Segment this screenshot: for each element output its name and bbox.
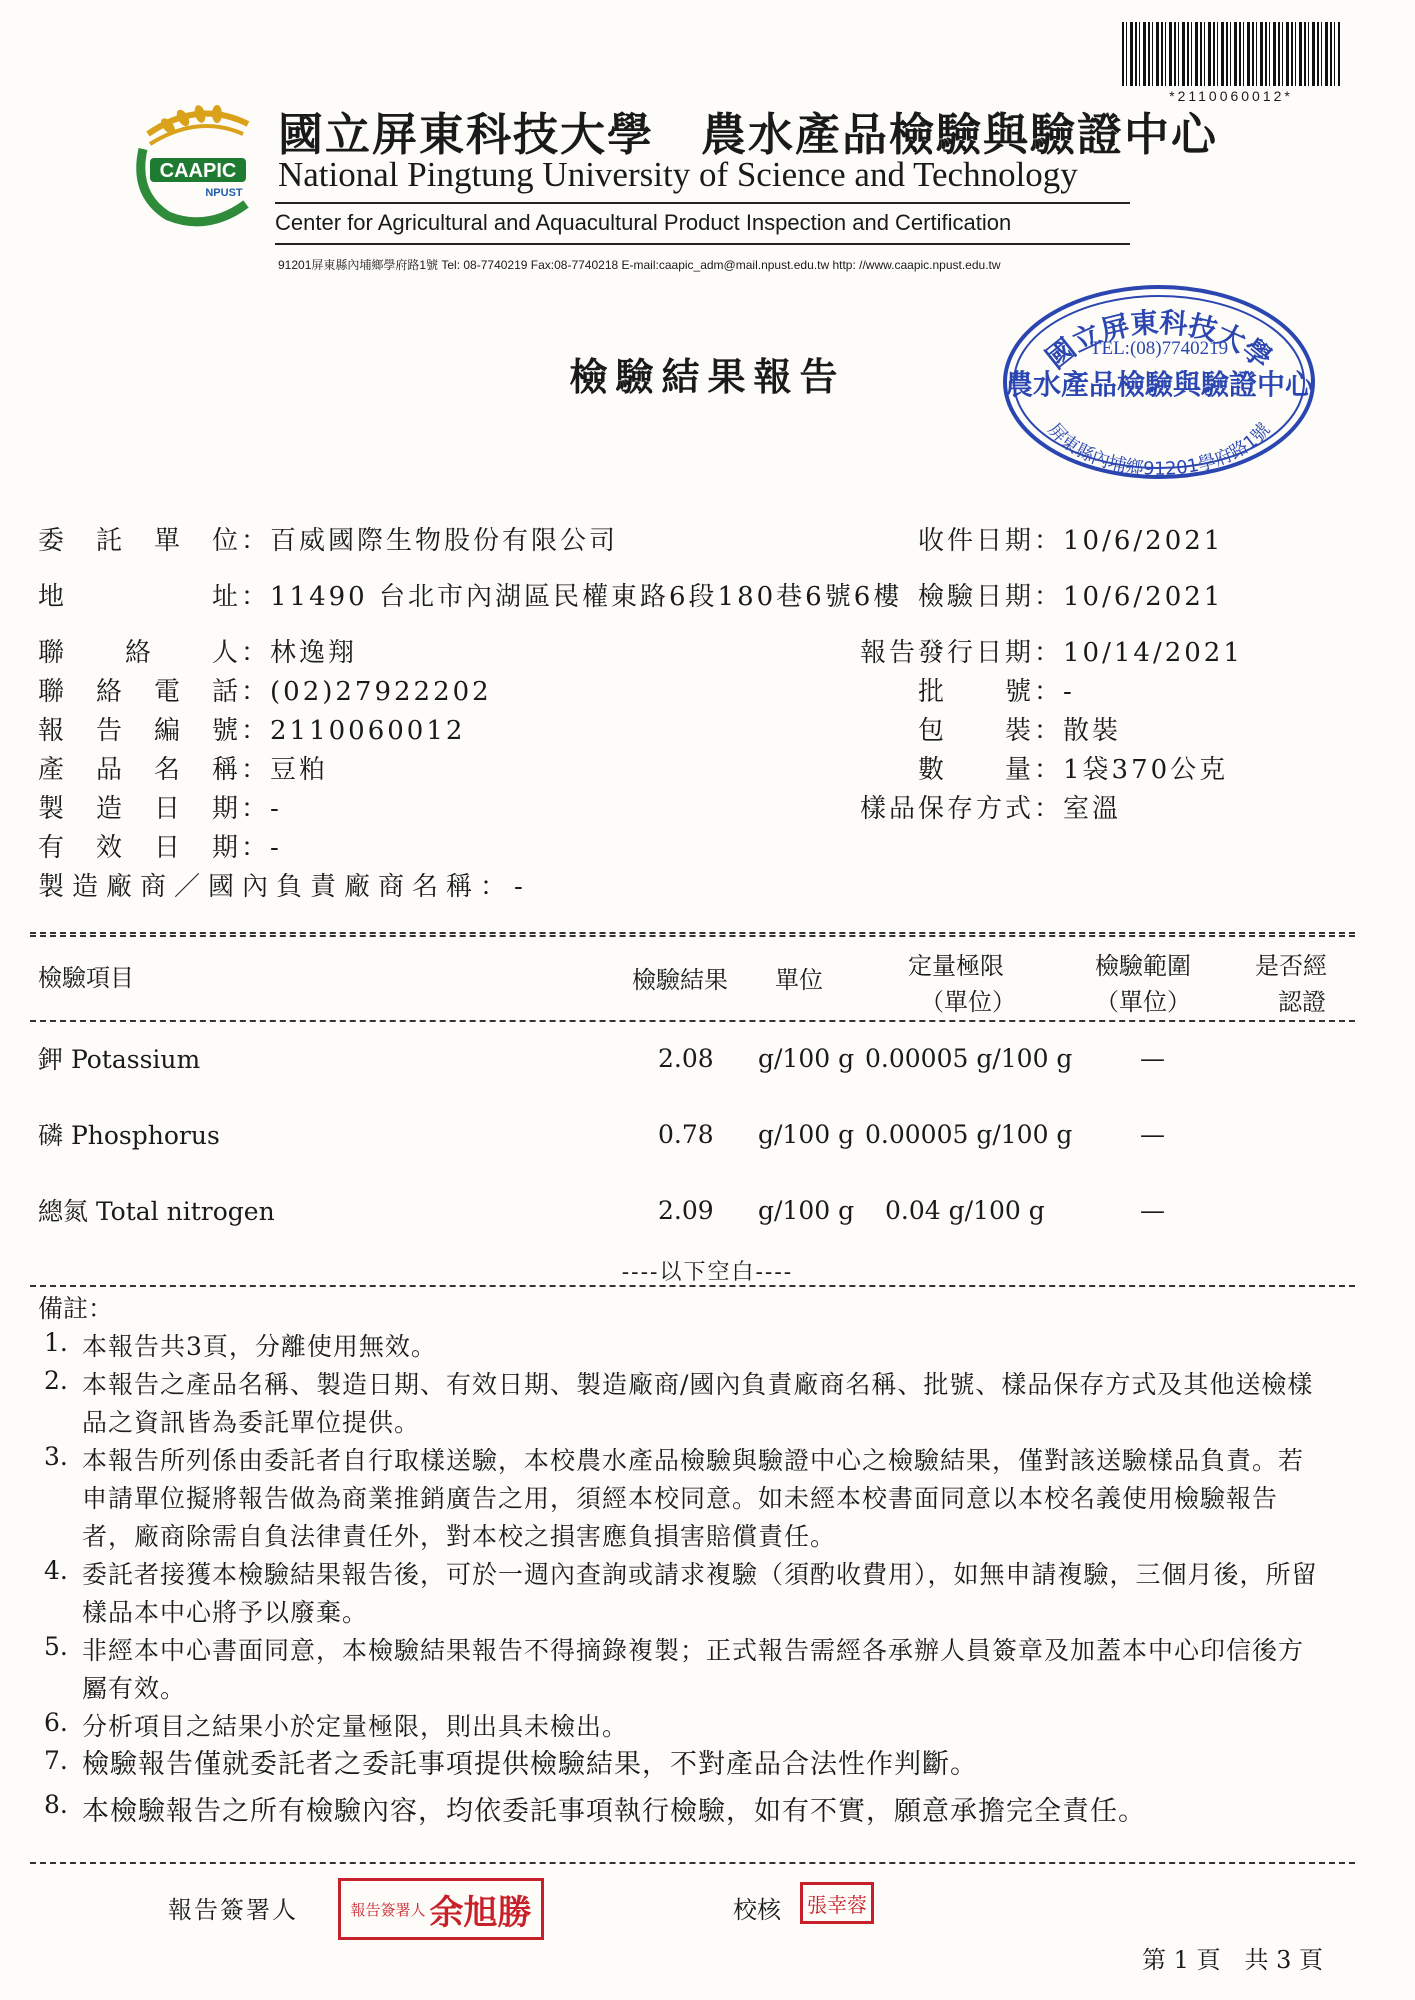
table-rule-top [30,932,1355,934]
center-name-en: Center for Agricultural and Aquacultural Product Inspection and Certification [275,210,1012,235]
reviewer-label: 校核 [733,1896,781,1924]
row-result: 2.09 [658,1196,714,1225]
row-unit: g/100 g [758,1044,855,1073]
info-contact-person: 聯 絡 人：林逸翔 [38,638,358,668]
info-issue-date: 報告發行日期：10/14/2021 [860,638,1243,668]
table-rule-bottom [30,1285,1355,1287]
university-name-zh: 國立屏東科技大學 農水產品檢驗與驗證中心 [278,108,1219,161]
row-result: 0.78 [658,1120,714,1149]
th-item: 檢驗項目 [38,964,134,992]
note-text: 本檢驗報告之所有檢驗內容，均依委託事項執行檢驗，如有不實，願意承擔完全責任。 [82,1796,1146,1827]
th-range-unit: （單位） [1095,988,1191,1016]
info-expiry-date: 有 效 日 期：- [38,833,282,863]
table-rule-header [30,1020,1355,1022]
info-manufacture-date: 製 造 日 期：- [38,794,282,824]
header-rule-bottom [275,243,1130,245]
logo-sub: NPUST [205,187,243,199]
info-client: 委 託 單 位：百威國際生物股份有限公司 [38,526,619,556]
th-loq-unit: （單位） [920,988,1016,1016]
info-phone: 聯 絡 電 話：(02)27922202 [38,677,492,707]
info-packaging: 包 裝：散裝 [918,716,1122,746]
row-unit: g/100 g [758,1196,855,1225]
barcode [1122,22,1340,86]
row-range: — [1140,1196,1165,1225]
note-number: 7. [44,1746,68,1775]
notes-heading: 備註： [38,1294,114,1323]
note-text: 非經本中心書面同意，本檢驗結果報告不得摘錄複製；正式報告需經各承辦人員簽章及加蓋本中心印信後方屬有效。 [82,1636,1305,1703]
table-rule-top-2 [30,935,1355,937]
note-text: 檢驗報告僅就委託者之委託事項提供檢驗結果，不對產品合法性作判斷。 [82,1749,978,1780]
note-number: 5. [44,1632,68,1661]
seal-middle-text: 農水產品檢驗與驗證中心 [1004,368,1314,401]
info-storage: 樣品保存方式：室溫 [860,794,1122,824]
seal-tel: TEL:(08)7740219 [1089,338,1229,359]
reviewer-stamp: 張幸蓉 [800,1882,874,1924]
note-number: 8. [44,1790,68,1819]
th-unit: 單位 [775,966,823,994]
th-result: 檢驗結果 [632,966,728,994]
header-rule-top [275,202,1130,204]
info-report-no: 報 告 編 號：2110060012 [38,716,466,746]
note-number: 4. [44,1556,68,1585]
th-range: 檢驗範圍 [1095,952,1191,980]
row-loq: 0.00005 g/100 g [865,1120,1073,1149]
info-address: 地 址：11490 台北市內湖區民權東路6段180巷6號6樓 [38,582,903,612]
row-item: 磷 Phosphorus [38,1121,220,1150]
signer-stamp [338,1878,544,1940]
info-quantity: 數 量：1袋370公克 [918,755,1229,785]
table-end-marker: ----以下空白---- [621,1260,794,1285]
note-text: 委託者接獲本檢驗結果報告後，可於一週內查詢或請求複驗（須酌收費用），如無申請複驗，三個月後，所留樣品本中心將予以廢棄。 [82,1560,1318,1627]
page-info: 第 1 頁 共 3 頁 [1142,1946,1324,1974]
note-number: 6. [44,1708,68,1737]
info-batch-no: 批 號：- [918,677,1075,707]
seal-top-text: 國立屏東科技大學 [1039,305,1279,376]
th-cert: 是否經 [1255,952,1327,980]
row-item: 總氮 Total nitrogen [38,1197,275,1226]
info-received-date: 收件日期：10/6/2021 [918,526,1224,556]
th-cert-2: 認證 [1278,988,1326,1016]
row-loq: 0.00005 g/100 g [865,1044,1073,1073]
caapic-logo [128,104,258,229]
logo-text: CAAPIC [159,160,237,182]
note-number: 1. [44,1328,68,1357]
row-result: 2.08 [658,1044,714,1073]
signer-stamp-name: 余旭勝 [429,1892,532,1933]
row-range: — [1140,1044,1165,1073]
row-item: 鉀 Potassium [38,1045,201,1074]
contact-line: 91201屏東縣內埔鄉學府路1號 Tel: 08-7740219 Fax:08-7740218 E-mail:caapic_adm@mail.npust.edu.tw http: //www.caapic.npust.edu.tw [278,258,1001,272]
note-number: 3. [44,1442,68,1471]
footer-rule [30,1862,1355,1864]
university-name-en: National Pingtung University of Science and Technology [278,155,1078,194]
note-text: 本報告之產品名稱、製造日期、有效日期、製造廠商/國內負責廠商名稱、批號、樣品保存方式及其他送檢樣品之資訊皆為委託單位提供。 [82,1370,1314,1437]
barcode-text: *2110060012* [1169,88,1293,104]
note-text: 分析項目之結果小於定量極限，則出具未檢出。 [82,1712,629,1741]
info-manufacturer: 製造廠商／國內負責廠商名稱：- [38,872,531,902]
info-product-name: 產 品 名 稱：豆粕 [38,755,329,785]
note-text: 本報告所列係由委託者自行取樣送驗，本校農水產品檢驗與驗證中心之檢驗結果，僅對該送驗樣品負責。若申請單位擬將報告做為商業推銷廣告之用，須經本校同意。如未經本校書面同意以本校名義使用檢驗報告者，廠商除需自負法律責任外，對本校之損害應負損害賠償責任。 [82,1446,1305,1551]
signer-label: 報告簽署人 [168,1896,298,1924]
note-text: 本報告共3頁，分離使用無效。 [82,1332,437,1361]
info-test-date: 檢驗日期：10/6/2021 [918,582,1224,612]
row-loq: 0.04 g/100 g [885,1196,1045,1225]
row-range: — [1140,1120,1165,1149]
report-title: 檢驗結果報告 [569,354,846,399]
note-number: 2. [44,1366,68,1395]
th-loq: 定量極限 [908,952,1004,980]
svg-text:屏東縣內埔鄉91201學府路1號 [1043,419,1274,479]
seal-bottom-text: 屏東縣內埔鄉91201學府路1號 [1043,419,1275,480]
signer-stamp-small: 報告簽署人 [350,1900,426,1919]
row-unit: g/100 g [758,1120,855,1149]
